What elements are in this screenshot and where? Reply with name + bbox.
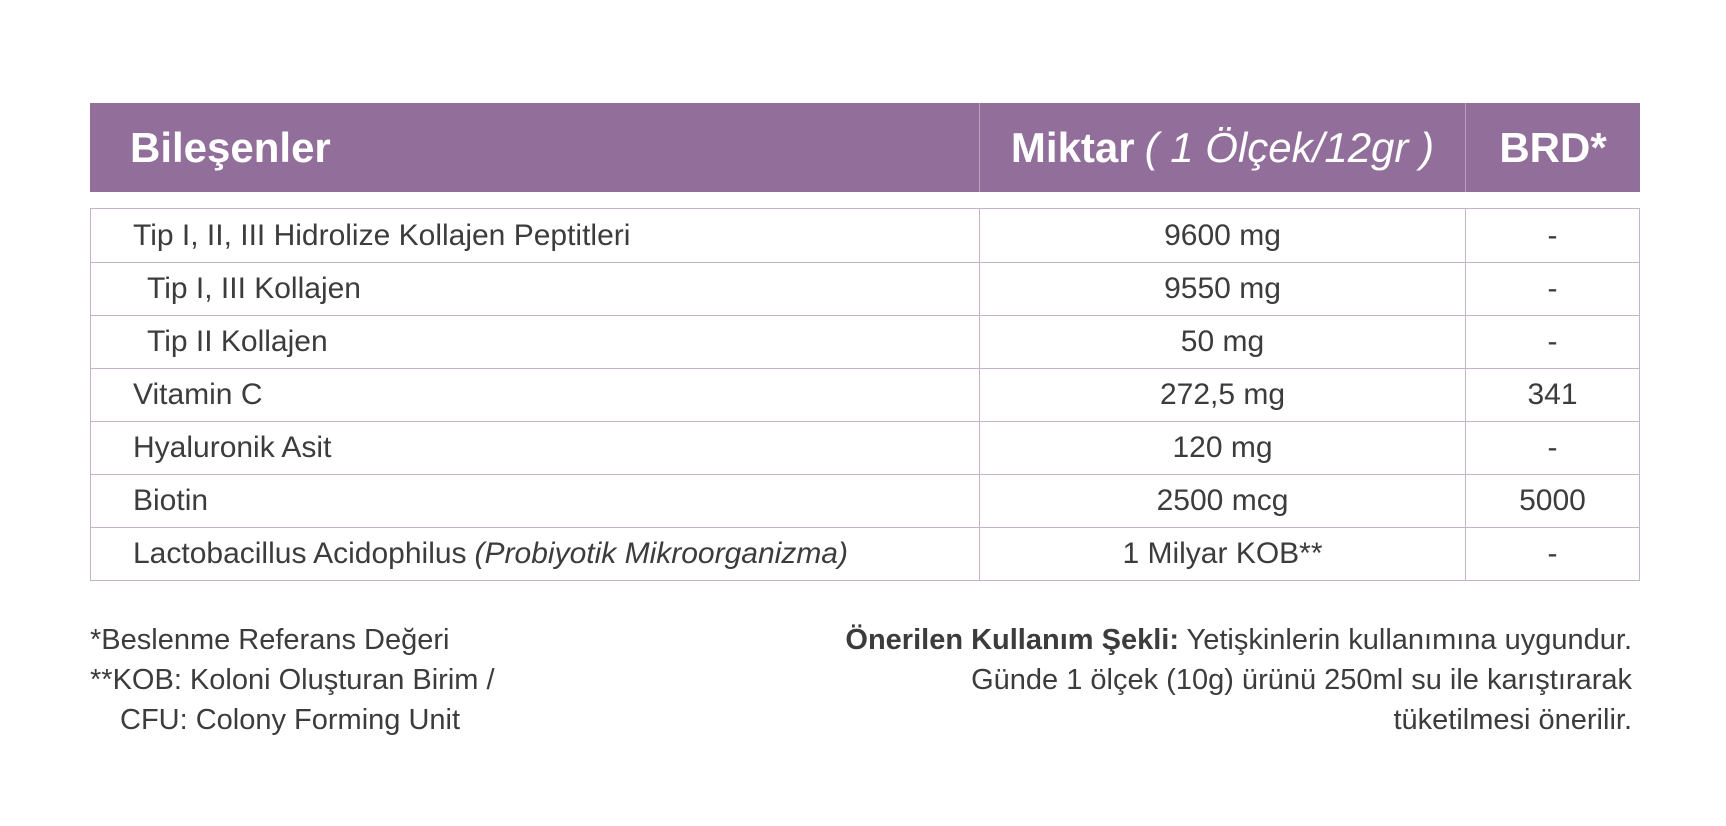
ingredient-name	[91, 475, 979, 527]
ingredient-amount: 2500 mcg	[979, 475, 1465, 527]
ingredient-name	[91, 369, 979, 421]
table-row	[91, 368, 1639, 421]
ingredient-amount: 9550 mg	[979, 263, 1465, 315]
table-row	[91, 421, 1639, 474]
usage-instructions	[732, 620, 1632, 740]
footnotes	[90, 620, 495, 740]
table-row	[91, 262, 1639, 315]
header-amount-unit: ( 1 Ölçek/12gr )	[1144, 123, 1435, 171]
ingredient-name	[91, 263, 979, 315]
ingredient-label: Tip I, II, III Hidrolize Kollajen Peptitleri	[133, 218, 631, 252]
header-ingredients: Bileşenler	[130, 123, 331, 171]
ingredient-name	[91, 528, 979, 580]
ingredient-label: Tip II Kollajen	[147, 325, 328, 358]
ingredient-amount: 272,5 mg	[979, 369, 1465, 421]
ingredient-label: Vitamin C	[133, 378, 263, 411]
usage-line-3: tüketilmesi önerilir.	[1393, 704, 1632, 736]
ingredient-brd: 5000	[1465, 475, 1639, 527]
ingredient-brd: -	[1465, 316, 1639, 368]
ingredient-label: Hyaluronik Asit	[133, 431, 332, 464]
ingredient-brd: 341	[1465, 369, 1639, 421]
ingredient-amount: 120 mg	[979, 422, 1465, 474]
usage-line-2: Günde 1 ölçek (10g) ürünü 250ml su ile karıştırarak	[971, 664, 1632, 696]
header-amount-label: Miktar	[1010, 123, 1135, 171]
header-amount	[979, 103, 1465, 192]
usage-text-1: Yetişkinlerin kullanımına uygundur.	[1178, 624, 1632, 656]
ingredient-label: Lactobacillus Acidophilus	[133, 537, 467, 570]
footnote-brd: *Beslenme Referans Değeri	[90, 624, 450, 656]
ingredient-brd: -	[1465, 422, 1639, 474]
ingredient-brd: -	[1465, 263, 1639, 315]
header-brd: BRD*	[1465, 103, 1640, 192]
ingredient-name	[91, 209, 979, 262]
ingredients-table	[90, 208, 1640, 581]
table-row	[91, 315, 1639, 368]
ingredient-label: Biotin	[133, 484, 209, 517]
usage-line-1	[732, 620, 1632, 660]
ingredient-brd: -	[1465, 528, 1639, 580]
ingredient-brd: -	[1465, 209, 1639, 262]
usage-label: Önerilen Kullanım Şekli:	[845, 624, 1179, 656]
table-row	[91, 209, 1639, 262]
ingredient-amount: 9600 mg	[979, 209, 1465, 262]
table-row	[91, 527, 1639, 580]
table-row	[91, 474, 1639, 527]
table-header	[90, 103, 1640, 192]
ingredient-name	[91, 422, 979, 474]
footnote-kob: **KOB: Koloni Oluşturan Birim /	[90, 664, 495, 696]
ingredient-label: Tip I, III Kollajen	[147, 272, 361, 305]
ingredient-amount: 50 mg	[979, 316, 1465, 368]
ingredient-amount: 1 Milyar KOB**	[979, 528, 1465, 580]
ingredient-name	[91, 316, 979, 368]
ingredient-note: (Probiyotik Mikroorganizma)	[474, 537, 848, 570]
footnote-cfu: CFU: Colony Forming Unit	[120, 704, 461, 736]
